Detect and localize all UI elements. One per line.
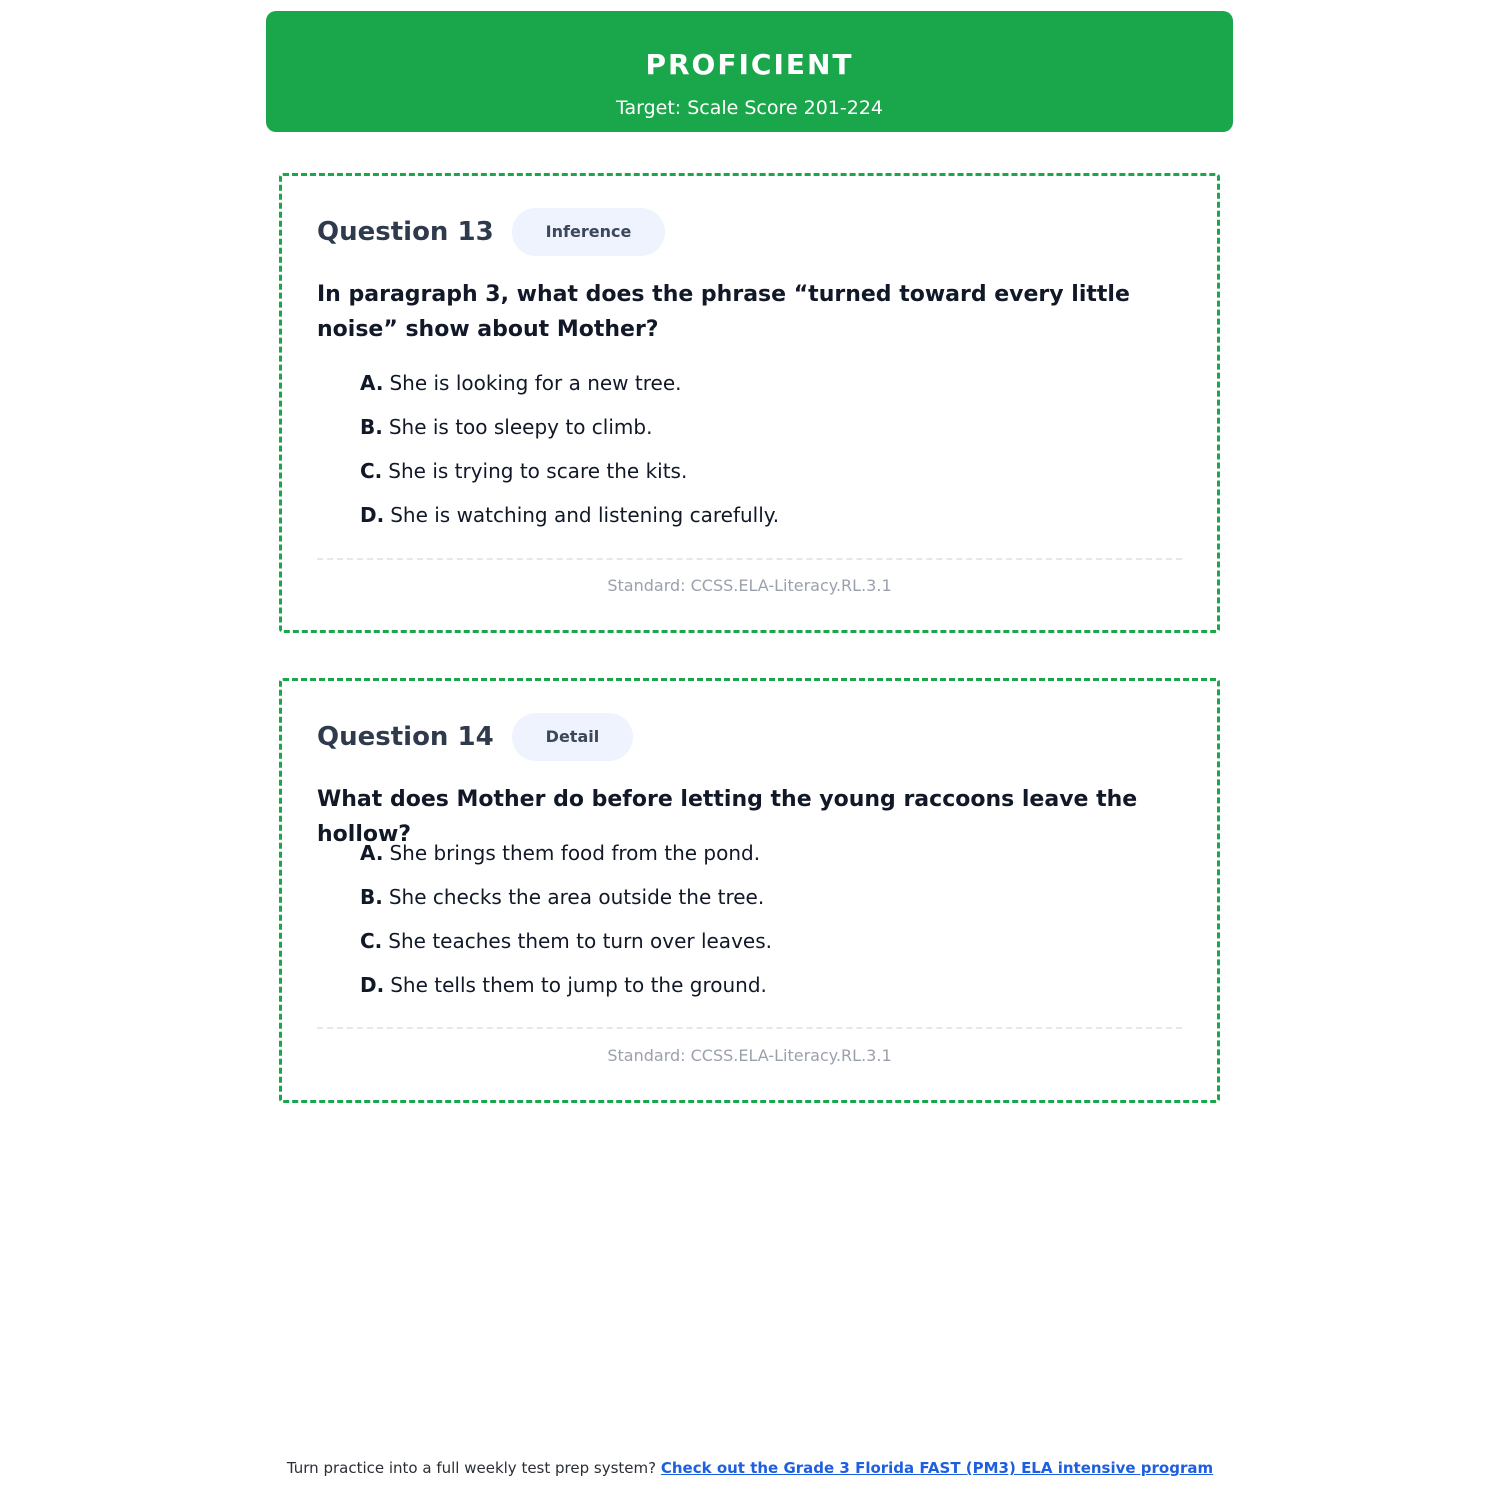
answer-option bbox=[360, 971, 1182, 1015]
option-text: She tells them to jump to the ground. bbox=[390, 973, 767, 997]
level-banner bbox=[266, 11, 1233, 132]
target-score: Target: Scale Score 201-224 bbox=[615, 97, 884, 119]
option-letter: B. bbox=[360, 885, 383, 909]
option-letter: C. bbox=[360, 459, 383, 483]
question-card bbox=[279, 678, 1220, 1103]
footer bbox=[0, 1457, 1500, 1479]
option-text: She is too sleepy to climb. bbox=[388, 415, 653, 439]
option-text: She is watching and listening carefully. bbox=[390, 503, 780, 527]
answer-option bbox=[360, 839, 1182, 883]
divider bbox=[317, 1027, 1182, 1029]
skill-tag: Inference bbox=[512, 208, 666, 256]
answer-options bbox=[360, 839, 1182, 1015]
footer-text: Turn practice into a full weekly test prep system? bbox=[286, 1459, 657, 1477]
question-text: In paragraph 3, what does the phrase “turned toward every little noise” show about Mother? bbox=[317, 282, 1130, 342]
option-letter: A. bbox=[360, 371, 384, 395]
option-text: She is looking for a new tree. bbox=[389, 371, 682, 395]
standard-label: Standard: CCSS.ELA-Literacy.RL.3.1 bbox=[607, 1046, 892, 1065]
level-title: PROFICIENT bbox=[645, 48, 854, 81]
question-header bbox=[317, 713, 633, 761]
option-letter: D. bbox=[360, 503, 385, 527]
skill-tag: Detail bbox=[512, 713, 634, 761]
answer-option bbox=[360, 369, 1182, 413]
option-letter: D. bbox=[360, 973, 385, 997]
option-text: She is trying to scare the kits. bbox=[388, 459, 688, 483]
question-number: Question 13 bbox=[317, 217, 494, 247]
program-link[interactable]: Check out the Grade 3 Florida FAST (PM3) ELA intensive program bbox=[660, 1459, 1214, 1477]
option-letter: C. bbox=[360, 929, 383, 953]
answer-options bbox=[360, 369, 1182, 545]
question-card bbox=[279, 173, 1220, 633]
standard-label: Standard: CCSS.ELA-Literacy.RL.3.1 bbox=[607, 576, 892, 595]
option-letter: A. bbox=[360, 841, 384, 865]
question-header bbox=[317, 208, 665, 256]
option-text: She checks the area outside the tree. bbox=[388, 885, 765, 909]
question-text: What does Mother do before letting the young raccoons leave the hollow? bbox=[317, 787, 1138, 847]
answer-option bbox=[360, 457, 1182, 501]
answer-option bbox=[360, 501, 1182, 545]
answer-option bbox=[360, 413, 1182, 457]
divider bbox=[317, 558, 1182, 560]
question-number: Question 14 bbox=[317, 722, 494, 752]
option-text: She brings them food from the pond. bbox=[389, 841, 761, 865]
answer-option bbox=[360, 883, 1182, 927]
answer-option bbox=[360, 927, 1182, 971]
option-text: She teaches them to turn over leaves. bbox=[388, 929, 772, 953]
option-letter: B. bbox=[360, 415, 383, 439]
